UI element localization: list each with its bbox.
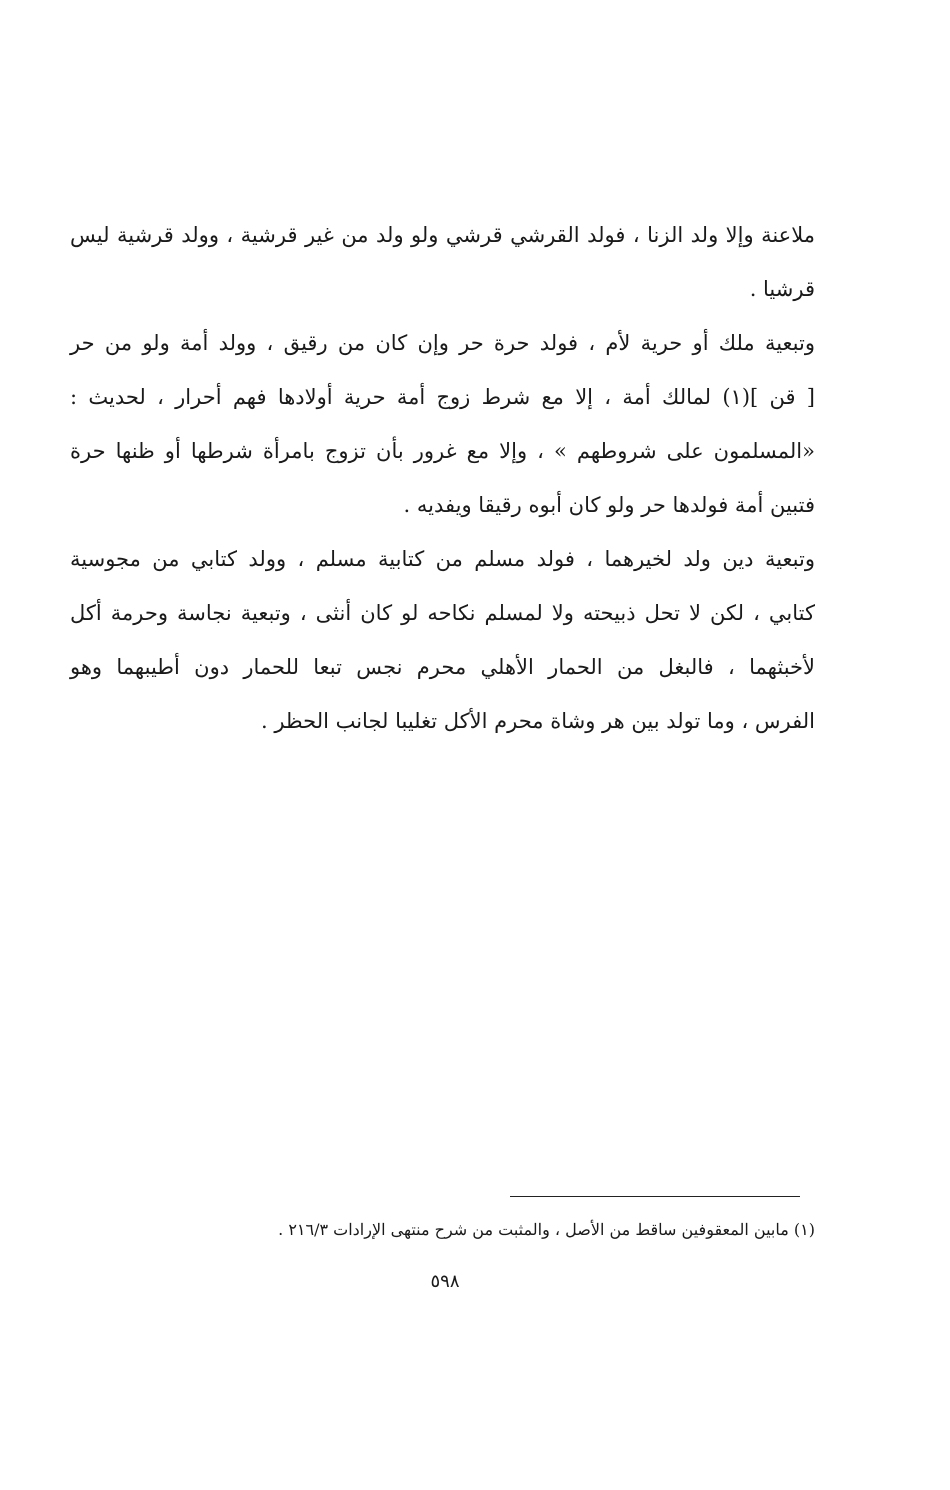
main-text xyxy=(70,208,815,748)
paragraph-3 xyxy=(70,532,815,748)
page-number: ٥٩٨ xyxy=(430,1271,460,1292)
footnote: (١) مابين المعقوفين ساقط من الأصل ، والمثبت من شرح منتهى الإرادات ٢١٦/٣ . xyxy=(278,1220,815,1239)
text-line: لأخبثهما ، فالبغل من الحمار الأهلي محرم نجس تبعا للحمار دون أطيبهما وهو xyxy=(70,655,815,679)
text-line: فتبين أمة فولدها حر ولو كان أبوه رقيقا ويفديه . xyxy=(403,493,815,517)
text-line: ملاعنة وإلا ولد الزنا ، فولد القرشي قرشي ولو ولد من غير قرشية ، وولد قرشية ليس xyxy=(70,223,815,247)
text-line: كتابي ، لكن لا تحل ذبيحته ولا لمسلم نكاحه لو كان أنثى ، وتبعية نجاسة وحرمة أكل xyxy=(70,601,815,625)
text-line: وتبعية دين ولد لخيرهما ، فولد مسلم من كتابية مسلم ، وولد كتابي من مجوسية xyxy=(70,547,815,571)
footnote-divider xyxy=(510,1196,800,1197)
text-line: قرشيا . xyxy=(749,277,815,301)
paragraph-2 xyxy=(70,316,815,532)
text-line: «المسلمون على شروطهم » ، وإلا مع غرور بأن تزوج بامرأة شرطها أو ظنها حرة xyxy=(70,439,815,463)
text-line: الفرس ، وما تولد بين هر وشاة محرم الأكل تغليبا لجانب الحظر . xyxy=(260,709,815,733)
text-line: [ قن ](١) لمالك أمة ، إلا مع شرط زوج أمة حرية أولادها فهم أحرار ، لحديث : xyxy=(70,385,815,409)
text-line: وتبعية ملك أو حرية لأم ، فولد حرة حر وإن كان من رقيق ، وولد أمة ولو من حر xyxy=(70,331,815,355)
paragraph-1 xyxy=(70,208,815,316)
